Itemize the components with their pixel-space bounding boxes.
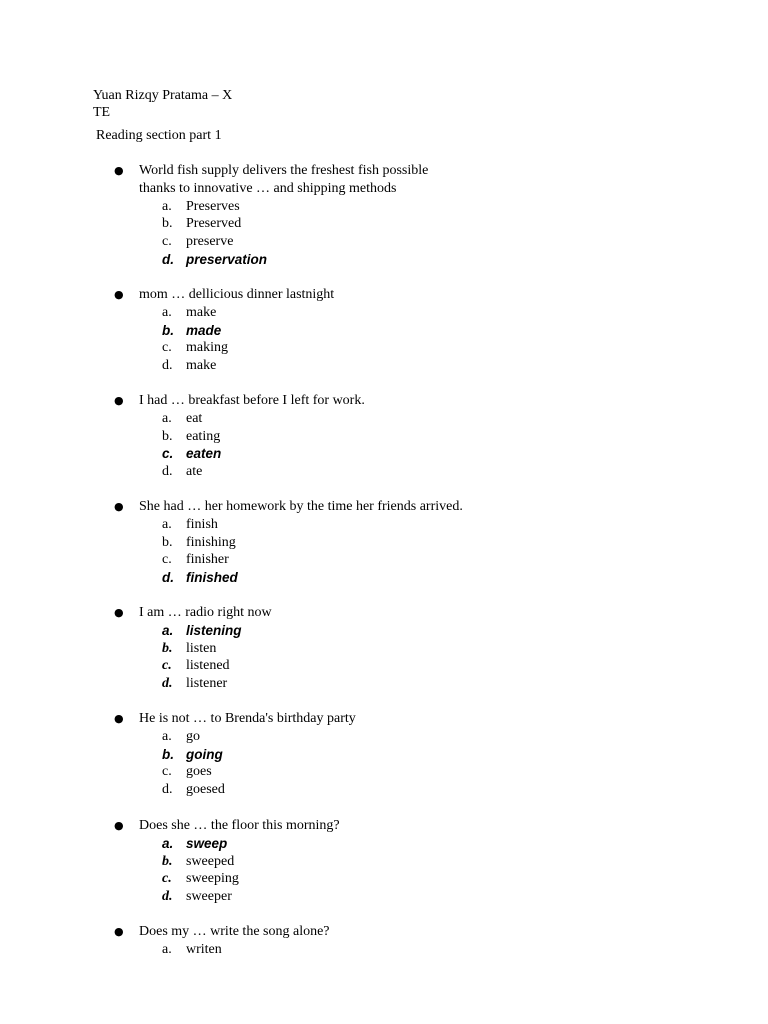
bullet-icon: ● (114, 606, 124, 619)
option-letter: b. (162, 322, 174, 338)
option-letter: b. (162, 534, 173, 550)
bullet-icon: ● (114, 925, 124, 938)
bullet-icon: ● (114, 394, 124, 407)
option-text: writen (186, 941, 222, 957)
option-letter: c. (162, 340, 172, 356)
option-letter: a. (162, 941, 172, 957)
option-letter: d. (162, 358, 173, 374)
section-title: Reading section part 1 (96, 128, 222, 143)
question-text: World fish supply delivers the freshest fish possible (139, 163, 429, 178)
selected-answer-text: made (186, 322, 222, 338)
class-line: TE (93, 105, 111, 120)
option-letter: b. (162, 640, 173, 656)
option-letter: a. (162, 835, 174, 851)
question-text: thanks to innovative … and shipping methods (139, 180, 397, 196)
option-letter: a. (162, 728, 172, 744)
option-text: eating (186, 428, 221, 444)
selected-answer-text: finished (186, 570, 238, 586)
option-letter: d. (162, 889, 173, 905)
selected-answer-text: going (186, 746, 223, 762)
option-letter: c. (162, 552, 172, 568)
selected-answer-text: preservation (186, 252, 268, 267)
option-text: sweeper (186, 889, 232, 905)
option-letter: d. (162, 676, 173, 692)
selected-answer-text: listening (186, 622, 242, 638)
option-letter: b. (162, 428, 173, 444)
option-text: goes (186, 764, 212, 780)
bullet-icon: ● (114, 164, 124, 177)
question-text: mom … dellicious dinner lastnight (139, 287, 335, 302)
option-text: sweeping (186, 871, 239, 887)
bullet-icon: ● (114, 288, 124, 301)
student-name-line: Yuan Rizqy Pratama – X (93, 88, 233, 103)
option-text: go (186, 728, 200, 744)
bullet-icon: ● (114, 500, 124, 513)
option-text: finish (186, 516, 218, 532)
option-text: Preserves (186, 198, 240, 214)
option-letter: b. (162, 216, 173, 232)
option-letter: d. (162, 782, 173, 798)
option-letter: b. (162, 746, 174, 762)
option-letter: c. (162, 446, 174, 462)
option-text: listened (186, 658, 230, 674)
bullet-icon: ● (114, 712, 124, 725)
option-text: listener (186, 676, 228, 692)
option-text: listen (186, 640, 217, 656)
option-text: finishing (186, 534, 236, 550)
option-letter: d. (162, 570, 174, 586)
option-text: making (186, 340, 228, 356)
option-letter: c. (162, 234, 172, 250)
option-text: goesed (186, 782, 225, 798)
option-letter: a. (162, 410, 172, 426)
question-text: I am … radio right now (139, 605, 272, 620)
option-text: finisher (186, 552, 229, 568)
option-letter: a. (162, 516, 172, 532)
question-text: Does she … the floor this morning? (139, 818, 340, 833)
option-letter: b. (162, 853, 173, 869)
option-letter: d. (162, 464, 173, 480)
option-letter: d. (162, 252, 174, 267)
option-letter: c. (162, 658, 172, 674)
question-text: She had … her homework by the time her friends arrived. (139, 499, 463, 514)
question-text: I had … breakfast before I left for work. (139, 393, 365, 408)
bullet-icon: ● (114, 819, 124, 832)
option-text: preserve (186, 234, 234, 250)
option-letter: a. (162, 304, 172, 320)
question-text: He is not … to Brenda's birthday party (139, 711, 356, 726)
selected-answer-text: eaten (186, 446, 222, 462)
option-text: make (186, 358, 217, 374)
option-text: ate (186, 464, 203, 480)
option-letter: c. (162, 871, 172, 887)
option-letter: a. (162, 198, 172, 214)
option-text: Preserved (186, 216, 242, 232)
option-letter: a. (162, 622, 174, 638)
selected-answer-text: sweep (186, 835, 228, 851)
option-text: sweeped (186, 853, 235, 869)
question-text: Does my … write the song alone? (139, 924, 330, 939)
option-letter: c. (162, 764, 172, 780)
option-text: make (186, 304, 217, 320)
option-text: eat (186, 410, 203, 426)
